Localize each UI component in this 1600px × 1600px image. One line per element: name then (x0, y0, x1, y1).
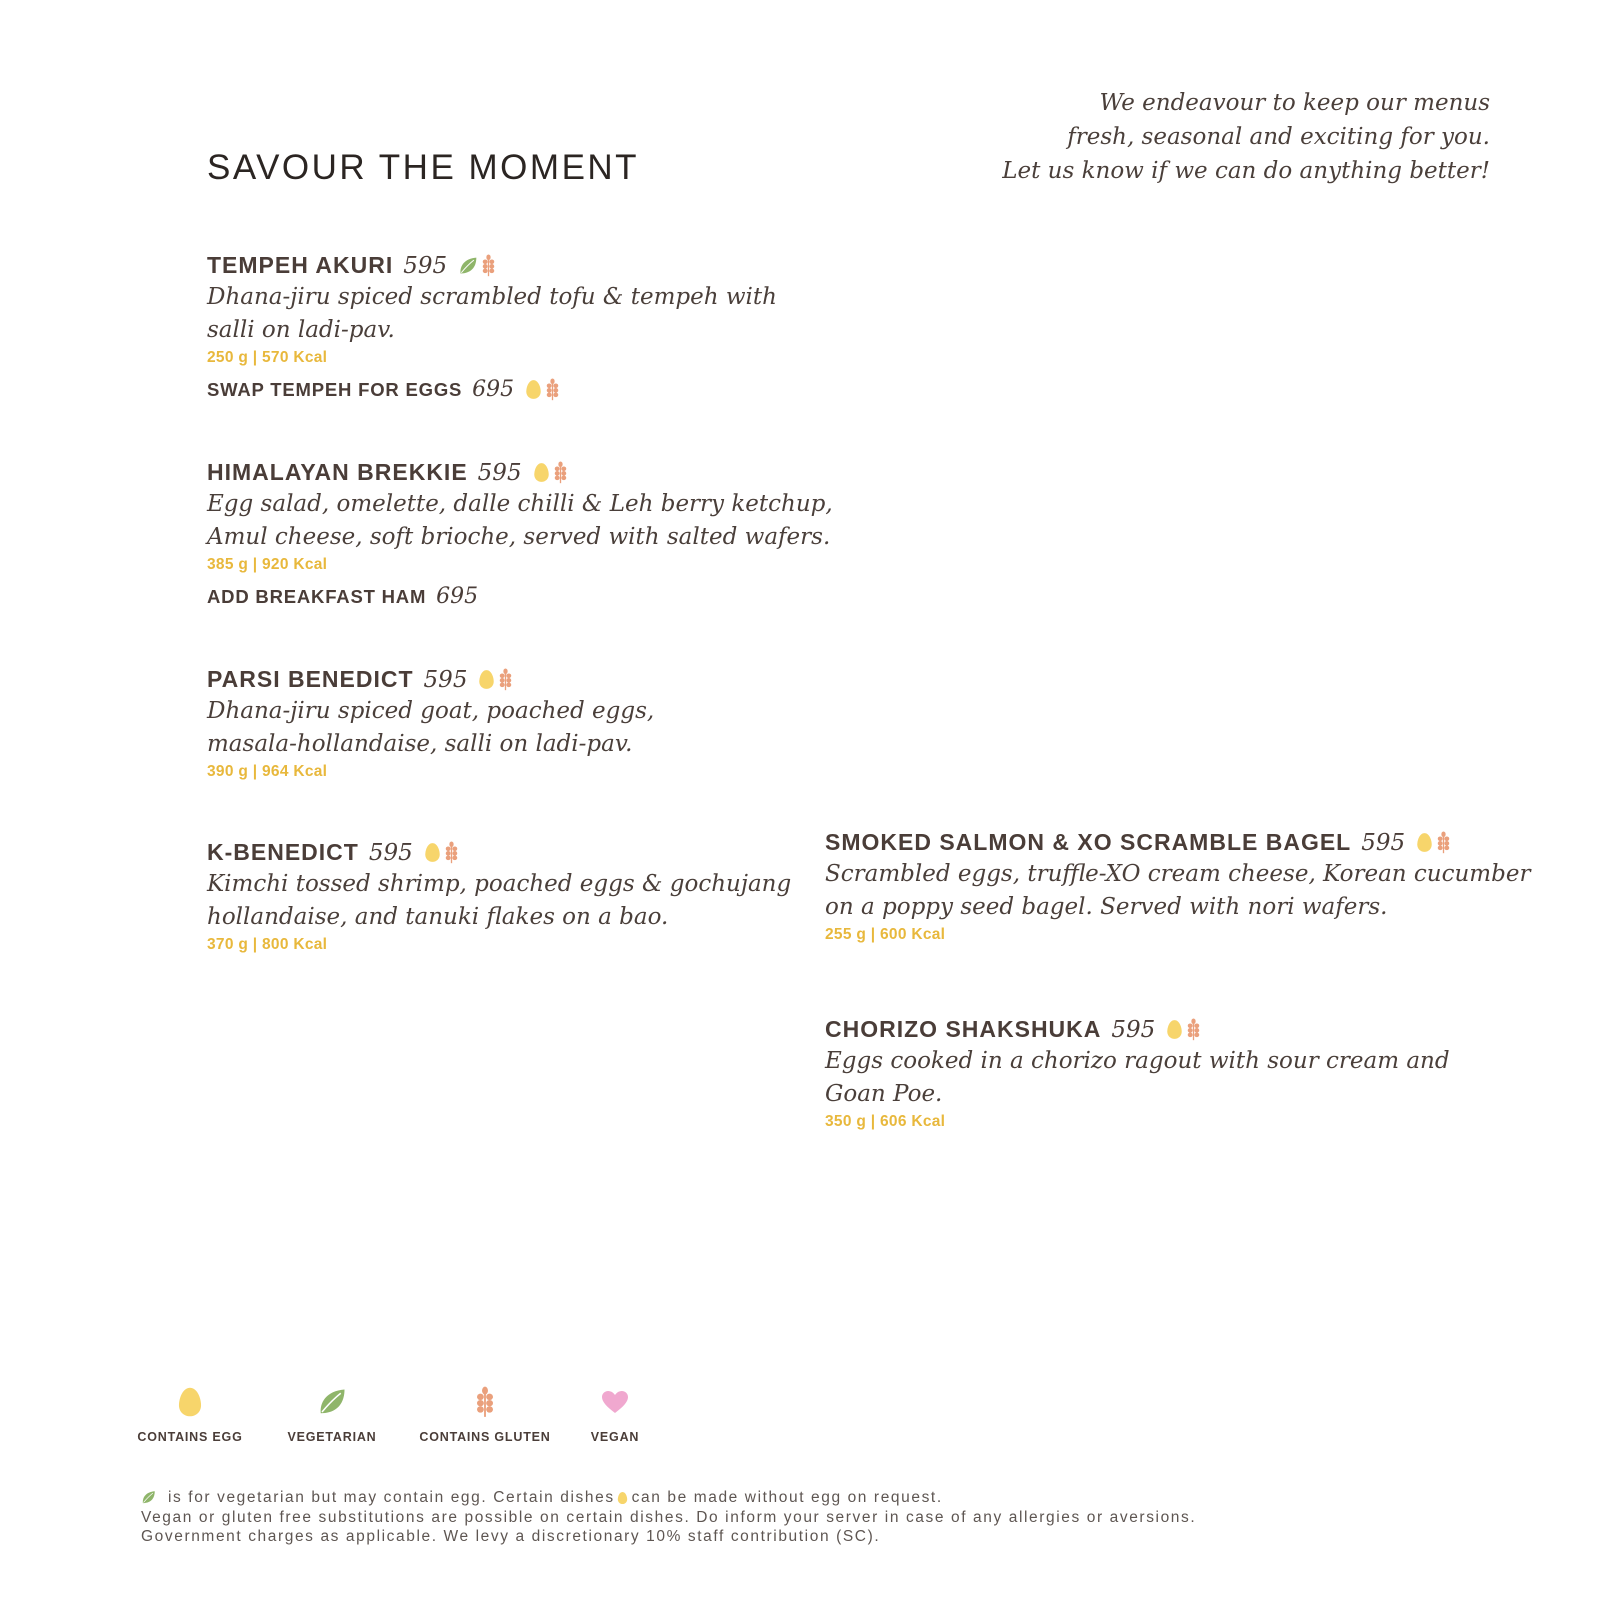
egg-icon (1166, 1019, 1183, 1040)
legend-label: CONTAINS EGG (137, 1430, 243, 1444)
nutrition-info: 385 g | 920 Kcal (207, 556, 328, 573)
dish-price: 595 (368, 839, 413, 866)
nutrition-info: 250 g | 570 Kcal (207, 349, 328, 366)
legend-item-egg (137, 1386, 243, 1444)
allergen-legend (137, 1386, 700, 1456)
dish-name: K-BENEDICT (207, 839, 359, 865)
tagline-line: Let us know if we can do anything better! (1002, 158, 1490, 184)
heart-icon (601, 1386, 629, 1418)
wheat-icon (497, 668, 514, 691)
wheat-icon (480, 254, 497, 277)
addon-price: 695 (472, 377, 515, 402)
menu-item-k-benedict (207, 839, 791, 954)
dish-description (207, 488, 833, 554)
description-line: Eggs cooked in a chorizo ragout with sour cream and (825, 1048, 1450, 1074)
description-line: Kimchi tossed shrimp, poached eggs & gochujang (207, 871, 792, 897)
dish-name: PARSI BENEDICT (207, 666, 414, 692)
wheat-icon (1185, 1018, 1202, 1041)
dish-price: 595 (1111, 1016, 1156, 1043)
addon-option (207, 584, 833, 609)
nutrition-info: 350 g | 606 Kcal (825, 1113, 946, 1130)
page-title: SAVOUR THE MOMENT (207, 148, 640, 187)
legend-item-vegetarian (282, 1386, 382, 1444)
nutrition-info: 370 g | 800 Kcal (207, 936, 328, 953)
legend-label: VEGETARIAN (287, 1430, 377, 1444)
dish-price: 595 (423, 666, 468, 693)
dish-price: 595 (1361, 829, 1406, 856)
addon-price: 695 (436, 584, 479, 609)
egg-icon (525, 379, 542, 400)
footnote-text: can be made without egg on request. (631, 1489, 943, 1506)
description-line: masala-hollandaise, salli on ladi-pav. (207, 731, 633, 757)
dish-description (207, 695, 654, 761)
footnote-line: Vegan or gluten free substitutions are possible on certain dishes. Do inform your server in case of any allergies or aversions. (141, 1508, 1197, 1526)
menu-item-chorizo-shakshuka (825, 1016, 1450, 1131)
dish-name: HIMALAYAN BREKKIE (207, 459, 468, 485)
dish-price: 595 (403, 252, 448, 279)
dish-name: SMOKED SALMON & XO SCRAMBLE BAGEL (825, 829, 1352, 855)
addon-option (207, 377, 777, 402)
dish-description (825, 1045, 1450, 1111)
egg-icon (617, 1491, 628, 1505)
tagline (890, 86, 1490, 188)
leaf-icon (317, 1386, 347, 1418)
wheat-icon (1435, 831, 1452, 854)
legend-item-vegan (575, 1386, 655, 1444)
description-line: salli on ladi-pav. (207, 317, 395, 343)
legend-item-gluten (420, 1386, 550, 1444)
legend-label: CONTAINS GLUTEN (419, 1430, 551, 1444)
description-line: on a poppy seed bagel. Served with nori wafers. (825, 894, 1388, 920)
egg-icon (478, 669, 495, 690)
footnote-line: Government charges as applicable. We levy a discretionary 10% staff contribution (SC). (141, 1528, 881, 1545)
tagline-line: We endeavour to keep our menus (1099, 90, 1490, 116)
wheat-icon (473, 1386, 497, 1418)
wheat-icon (544, 378, 561, 401)
egg-icon (424, 842, 441, 863)
leaf-icon (141, 1490, 156, 1505)
menu-item-parsi-benedict (207, 666, 654, 781)
menu-item-himalayan-brekkie (207, 459, 833, 609)
dish-description (207, 281, 777, 347)
dish-name: TEMPEH AKURI (207, 252, 394, 278)
legend-label: VEGAN (590, 1430, 640, 1444)
menu-item-smoked-salmon-bagel (825, 829, 1530, 944)
egg-icon (533, 462, 550, 483)
description-line: Dhana-jiru spiced scrambled tofu & tempeh with (207, 284, 777, 310)
footnotes (141, 1488, 1196, 1547)
addon-name: ADD BREAKFAST HAM (207, 585, 427, 607)
nutrition-info: 390 g | 964 Kcal (207, 763, 328, 780)
nutrition-info: 255 g | 600 Kcal (825, 926, 946, 943)
dish-description (825, 858, 1530, 924)
egg-icon (1416, 832, 1433, 853)
description-line: Goan Poe. (825, 1081, 943, 1107)
menu-item-tempeh-akuri (207, 252, 777, 402)
description-line: Egg salad, omelette, dalle chilli & Leh berry ketchup, (207, 491, 833, 517)
description-line: Dhana-jiru spiced goat, poached eggs, (207, 698, 655, 724)
footnote-text: is for vegetarian but may contain egg. Certain dishes (168, 1489, 615, 1506)
description-line: Amul cheese, soft brioche, served with salted wafers. (207, 524, 831, 550)
dish-price: 595 (477, 459, 522, 486)
dish-description (207, 868, 791, 934)
wheat-icon (443, 841, 460, 864)
addon-name: SWAP TEMPEH FOR EGGS (207, 378, 463, 400)
footnote-line (141, 1488, 1196, 1508)
description-line: Scrambled eggs, truffle-XO cream cheese, Korean cucumber (825, 861, 1531, 887)
description-line: hollandaise, and tanuki flakes on a bao. (207, 904, 669, 930)
egg-icon (177, 1386, 203, 1418)
tagline-line: fresh, seasonal and exciting for you. (1067, 124, 1490, 150)
leaf-icon (458, 256, 478, 276)
dish-name: CHORIZO SHAKSHUKA (825, 1016, 1102, 1042)
wheat-icon (552, 461, 569, 484)
